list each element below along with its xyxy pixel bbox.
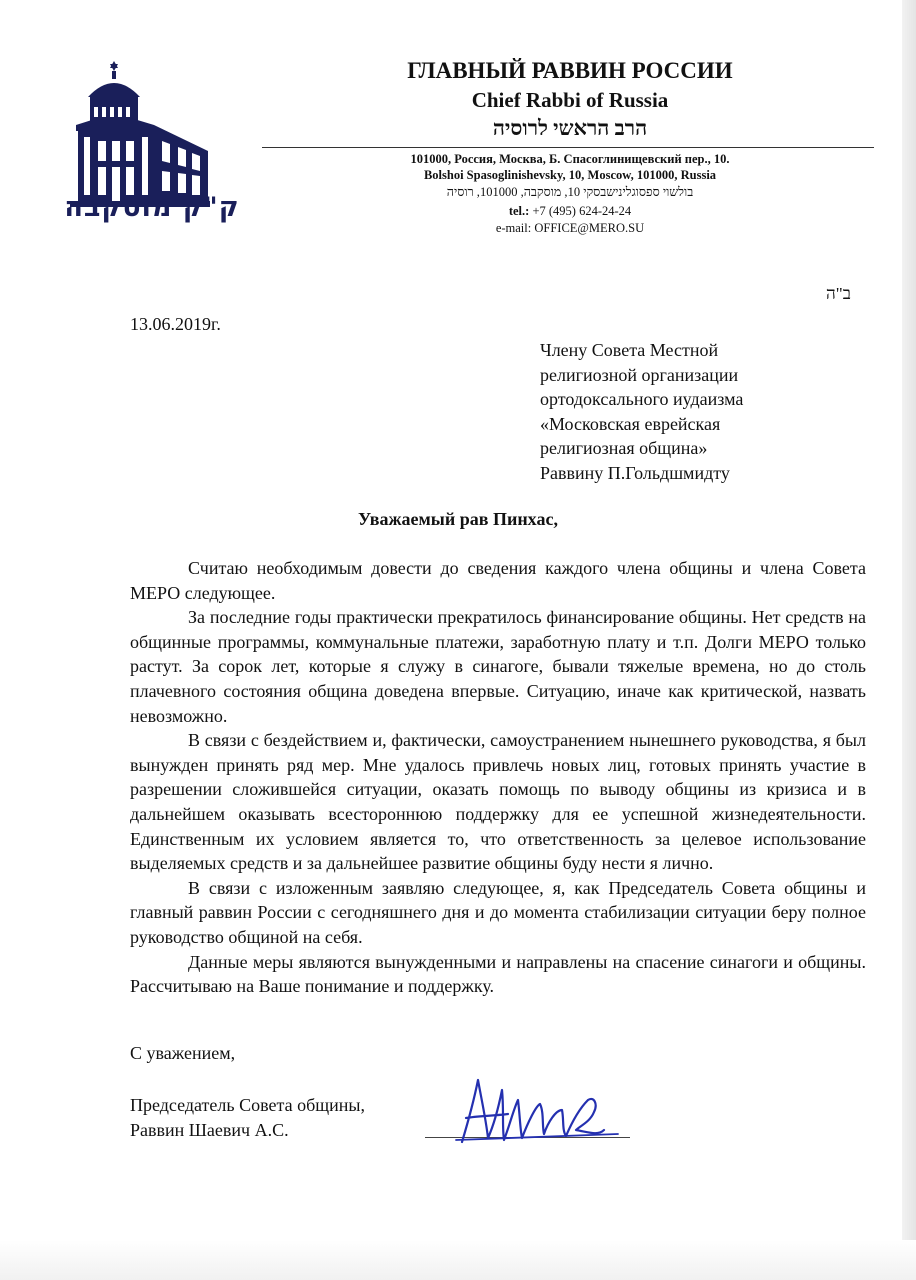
logo-caption: ק"ק מוסקבה xyxy=(64,192,240,223)
email-line xyxy=(300,221,840,236)
page-bottom-shadow xyxy=(0,1240,916,1280)
bh-mark: ב"ה xyxy=(826,284,851,303)
body-paragraph: За последние годы практически прекратилось финансирование общины. Нет средств на общинные программы, коммунальные платежи, заработную плату и т.п. Долги МЕРО только растут. За сорок лет, которые я служу в синагоге, бывали тяжелые времена, но до столь плачевного состояния община доведена впервые. Ситуацию, иначе как критической, назвать невозможно. xyxy=(130,607,866,726)
letter-date: 13.06.2019г. xyxy=(130,314,221,334)
phone-line xyxy=(300,204,840,219)
recipient-line: религиозной организации xyxy=(540,364,739,385)
email-label: e-mail: xyxy=(495,221,532,235)
body-paragraph: В связи с изложенным заявляю следующее, я, как Председатель Совета общины и главный раввин России с сегодняшнего дня и до момента стабилизации ситуации беру полное руководство общиной на себя. xyxy=(130,877,866,947)
address-en: Bolshoi Spasoglinishevsky, 10, Moscow, 101000, Russia xyxy=(423,168,717,182)
signer-title: Председатель Совета общины, xyxy=(130,1095,365,1115)
letterhead-title-he: הרב הראשי לרוסיה xyxy=(492,116,648,140)
page-edge-shadow xyxy=(902,0,916,1280)
handwritten-signature xyxy=(448,1060,638,1170)
recipient-line: Раввину П.Гольдшмидту xyxy=(540,462,730,483)
address-ru: 101000, Россия, Москва, Б. Спасоглинищевский пер., 10. xyxy=(410,152,730,166)
letterhead-divider xyxy=(262,147,874,148)
body-paragraph: Данные меры являются вынужденными и направлены на спасение синагоги и общины. Рассчитываю на Ваше понимание и поддержку. xyxy=(130,951,866,997)
closing: С уважением, xyxy=(130,1043,236,1063)
signer-name: Раввин Шаевич А.С. xyxy=(130,1120,289,1140)
recipient-line: «Московская еврейская xyxy=(540,413,721,434)
letterhead-title-ru: ГЛАВНЫЙ РАВВИН РОССИИ xyxy=(407,58,733,83)
phone-value: +7 (495) 624-24-24 xyxy=(532,204,632,218)
body-paragraph: Считаю необходимым довести до сведения каждого члена общины и члена Совета МЕРО следующее. xyxy=(130,558,866,603)
letterhead-title-en: Chief Rabbi of Russia xyxy=(471,88,669,112)
phone-label: tel.: xyxy=(508,204,530,218)
recipient-line: религиозная община» xyxy=(540,438,708,458)
signer-block xyxy=(130,1093,365,1143)
email-value: OFFICE@MERO.SU xyxy=(534,221,645,235)
body-paragraph: В связи с бездействием и, фактически, самоустранением нынешнего руководства, я был вынужден принять ряд мер. Мне удалось привлечь новых лиц, готовых принять участие в разрешении сложившейся ситуации, оказать помощь по выводу общины из кризиса и в дальнейшем оказывать всестороннюю поддержку для ее успешной жизнедеятельности. Единственным их условием является то, что ответственность за целевое использование выделяемых средств и за дальнейшее развитие общины буду нести я лично. xyxy=(130,730,866,874)
address-he: בולשוי ספסוגלינישבסקי 10, מוסקבה, 101000, רוסיה xyxy=(446,185,694,199)
recipient-line: Члену Совета Местной xyxy=(540,340,719,360)
salutation: Уважаемый рав Пинхас, xyxy=(358,509,558,529)
letter-body xyxy=(130,556,866,999)
recipient-block xyxy=(540,338,840,485)
recipient-line: ортодоксального иудаизма xyxy=(540,389,744,409)
